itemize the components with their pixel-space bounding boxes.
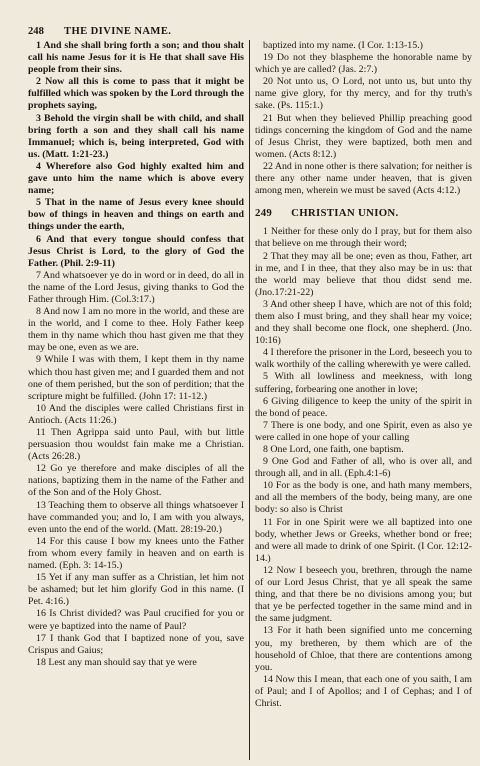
verse-paragraph: 3 Behold the virgin shall be with child, and shall bring forth a son and they shall call his name Immanuel; which is, being interpreted, God with us. (Matt. 1:21-23.) (28, 112, 244, 160)
verse-paragraph: 20 Not unto us, O Lord, not unto us, but unto thy name give glory, for thy mercy, and for thy truth's sake. (Ps. 115:1.) (255, 76, 472, 112)
verse-paragraph: 16 Is Christ divided? was Paul crucified for you or were ye baptized into the name of Paul? (28, 608, 244, 632)
verse-paragraph: 1 Neither for these only do I pray, but for them also that believe on me through their word; (255, 226, 472, 250)
right-column-top (255, 40, 472, 197)
verse-paragraph: 10 For as the body is one, and hath many members, and all the members of the body, being many, are one body: so also is Christ (255, 480, 472, 516)
verse-paragraph: 6 And that every tongue should confess that Jesus Christ is Lord, to the glory of God the Father. (Phil. 2:9-11) (28, 233, 244, 269)
verse-paragraph: 9 While I was with them, I kept them in thy name which thou hast given me; and I guarded them and not one of them perished, but the son of perdition; that the scripture might be fulfilled. (John 17: 11-12.) (28, 354, 244, 402)
verse-paragraph: 8 One Lord, one faith, one baptism. (263, 444, 404, 455)
verse-paragraph: 22 And in none other is there salvation; for neither is there any other name under heaven, that is given among men, wherein we must be saved (Acts 4:12.) (255, 160, 472, 197)
verse-paragraph: 6 Giving diligence to keep the unity of the spirit in the bond of peace. (255, 395, 472, 419)
verse-paragraph: 14 For this cause I bow my knees unto the Father from whom every family in heaven and on earth is named. (Eph. 3: 14-15.) (28, 535, 244, 572)
verse-paragraph: 9 One God and Father of all, who is over all, and through all, and in all. (Eph.4:1-6) (255, 456, 472, 480)
section-title: CHRISTIAN UNION. (291, 207, 399, 220)
page-header (28, 26, 472, 40)
chapter-title: THE DIVINE NAME. (64, 26, 172, 37)
text-columns (28, 40, 472, 760)
section-heading (255, 207, 472, 219)
verse-paragraph: 12 Go ye therefore and make disciples of all the nations, baptizing them in the name of the Father and of the Son and of the Holy Ghost. (28, 463, 244, 499)
verse-paragraph: 21 But when they believed Phillip preaching good tidings concerning the kingdom of God and the name of Jesus Christ, they were baptized, both men and women. (Acts 8:12.) (255, 112, 472, 160)
verse-paragraph: 5 With all lowliness and meekness, with long suffering, forbearing one another in love; (255, 371, 472, 395)
verse-paragraph: 11 For in one Spirit were we all baptized into one body, whether Jews or Greeks, whether bond or free; and were all made to drink of one Spirit. (I Cor. 12:12-14.) (255, 516, 472, 564)
verse-paragraph: 14 Now this I mean, that each one of you saith, I am of Paul; and I of Apollos; and I of Cephas; and I of Christ. (255, 673, 472, 709)
verse-paragraph: 7 And whatsoever ye do in word or in deed, do all in the name of the Lord Jesus, giving thanks to God the Father through Him. (Col.3:17.) (28, 269, 244, 305)
verse-paragraph: 5 That in the name of Jesus every knee should bow of things in heaven and things on earth and things under the earth, (28, 197, 244, 233)
verse-paragraph: baptized into my name. (I Cor. 1:13-15.) (263, 40, 423, 51)
verse-paragraph: 3 And other sheep I have, which are not of this fold; them also I must bring, and they shall hear my voice; and they shall become one flock, one shepherd. (Jno. 10:16) (255, 298, 472, 347)
verse-paragraph: 17 I thank God that I baptized none of you, save Crispus and Gaius; (28, 632, 244, 656)
verse-paragraph: 8 And now I am no more in the world, and these are in the world, and I come to thee. Holy Father keep them in thy name which thou hast given me that they may be one, even as we are. (28, 306, 244, 354)
verse-paragraph: 18 Lest any man should say that ye were (36, 656, 197, 668)
verse-paragraph: 13 For it hath been signified unto me concerning you, my bretheren, by them which are of the household of Chloe, that there are contentions among you. (255, 625, 472, 673)
left-column (28, 40, 250, 760)
verse-paragraph: 19 Do not they blaspheme the honorable name by which ye are called? (Jas. 2:7.) (255, 52, 472, 76)
verse-paragraph: 11 Then Agrippa said unto Paul, with but little persuasion thou wouldst fain make me a Christian. (Acts 26:28.) (28, 427, 244, 463)
verse-paragraph: 10 And the disciples were called Christians first in Antioch. (Acts 11:26.) (28, 402, 244, 426)
section-number: 249 (255, 207, 273, 220)
right-column (250, 40, 472, 760)
verse-paragraph: 7 There is one body, and one Spirit, even as also ye were called in one hope of your calling (255, 419, 472, 443)
verse-paragraph: 4 I therefore the prisoner in the Lord, beseech you to walk worthily of the calling wherewith ye were called. (255, 347, 472, 371)
verse-paragraph: 1 And she shall bring forth a son; and thou shalt call his name Jesus for it is He that shall save His people from their sins. (28, 40, 244, 76)
page-number: 248 (28, 26, 44, 37)
verse-paragraph: 2 Now all this is come to pass that it might be fulfilled which was spoken by the Lord through the prophets saying, (28, 76, 244, 112)
verse-paragraph: 15 Yet if any man suffer as a Christian, let him not be ashamed; but let him glorify God in this name. (I Pet. 4:16.) (28, 572, 244, 608)
verse-paragraph: 4 Wherefore also God highly exalted him and gave unto him the name which is above every name; (28, 160, 244, 197)
verse-paragraph: 12 Now I beseech you, brethren, through the name of our Lord Jesus Christ, that ye all speak the same thing, and that there be no divisions among you; but that ye be perfected together in the same mind and in the same judgment. (255, 564, 472, 625)
verse-paragraph: 13 Teaching them to observe all things whatsoever I have commanded you; and lo, I am with you always, even unto the end of the world. (Matt. 28:19-20.) (28, 499, 244, 535)
right-column-bottom (255, 226, 472, 710)
verse-paragraph: 2 That they may all be one; even as thou, Father, art in me, and I in thee, that they also may be in us: that the world may believe that thou didst send me. (Jno.17:21-22) (255, 250, 472, 298)
